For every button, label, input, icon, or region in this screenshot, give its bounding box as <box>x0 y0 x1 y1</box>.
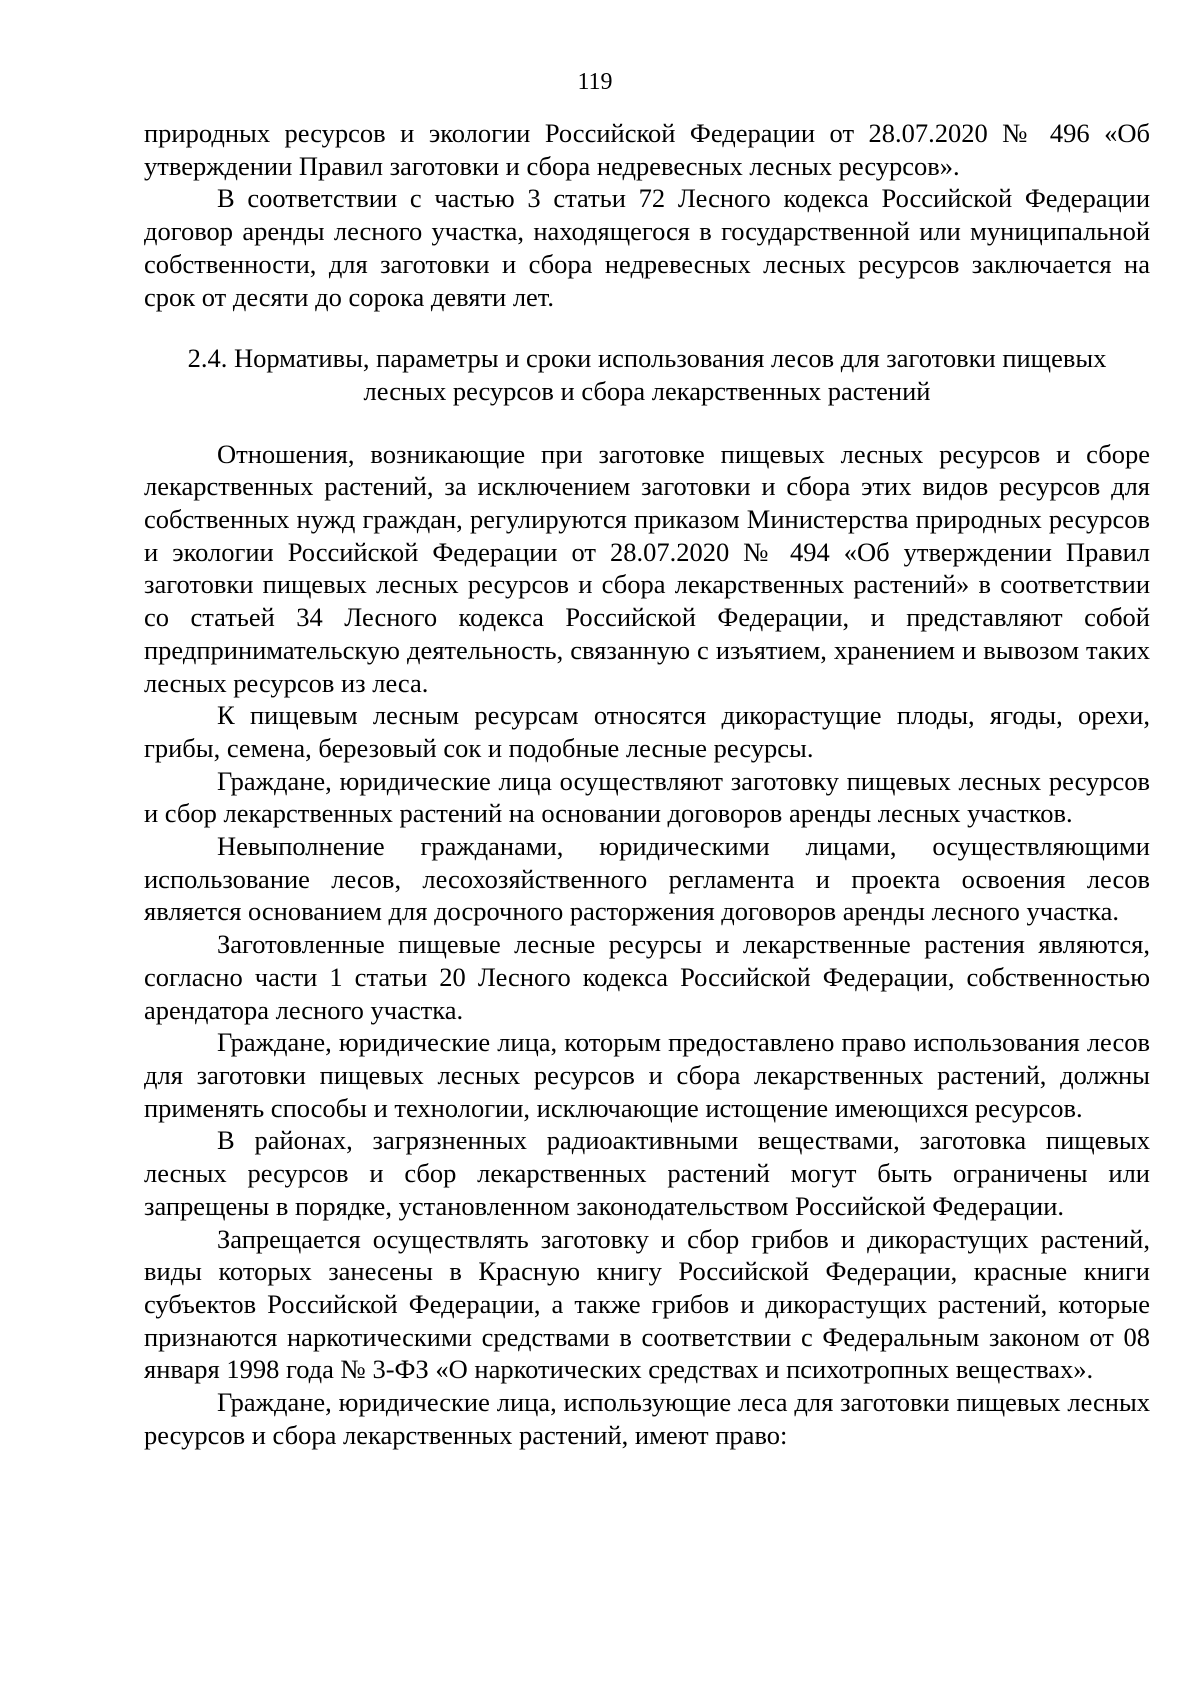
paragraph-radioactive-areas: В районах, загрязненных радиоактивными веществами, заготовка пищевых лесных ресурсов и сбор лекарственных растений могут быть ограничены или запрещены в порядке, установленном законодательством Российской Федерации. <box>144 1125 1150 1221</box>
paragraph-lease-term: В соответствии с частью 3 статьи 72 Лесного кодекса Российской Федерации договор аренды лесного участка, находящегося в государственной или муниципальной собственности, для заготовки и сбора недревесных лесных ресурсов заключается на срок от десяти до сорока девяти лет. <box>144 183 1150 312</box>
paragraph-lease-basis: Граждане, юридические лица осуществляют заготовку пищевых лесных ресурсов и сбор лекарственных растений на основании договоров аренды лесных участков. <box>144 765 1150 829</box>
paragraph-non-compliance: Невыполнение гражданами, юридическими лицами, осуществляющими использование лесов, лесохозяйственного регламента и проекта освоения лесов является основанием для досрочного расторжения договоров аренды лесного участка. <box>144 831 1150 927</box>
page-number: 119 <box>577 69 613 95</box>
paragraph-food-resources: К пищевым лесным ресурсам относятся дикорастущие плоды, ягоды, орехи, грибы, семена, березовый сок и подобные лесные ресурсы. <box>144 700 1150 763</box>
paragraph-prohibitions: Запрещается осуществлять заготовку и сбор грибов и дикорастущих растений, виды которых занесены в Красную книгу Российской Федерации, красные книги субъектов Российской Федерации, а также грибов и дикорастущих растений, которые признаются наркотическими средствами в соответствии с Федеральным законом от 08 января 1998 года № 3-ФЗ «О наркотических средствах и психотропных веществах». <box>144 1223 1150 1385</box>
paragraph-ownership: Заготовленные пищевые лесные ресурсы и лекарственные растения являются, согласно части 1 статьи 20 Лесного кодекса Российской Федерации, собственностью арендатора лесного участка. <box>144 929 1150 1025</box>
paragraph-continuation: природных ресурсов и экологии Российской Федерации от 28.07.2020 № 496 «Об утверждении Правил заготовки и сбора недревесных лесных ресурсов». <box>144 118 1150 181</box>
paragraph-rights: Граждане, юридические лица, использующие леса для заготовки пищевых лесных ресурсов и сбора лекарственных растений, имеют право: <box>144 1387 1150 1450</box>
document-body <box>144 117 1150 1451</box>
section-heading: 2.4. Нормативы, параметры и сроки использования лесов для заготовки пищевых лесных ресурсов и сбора лекарственных растений <box>187 343 1107 406</box>
paragraph-technologies: Граждане, юридические лица, которым предоставлено право использования лесов для заготовки пищевых лесных ресурсов и сбора лекарственных растений, должны применять способы и технологии, исключающие истощение имеющихся ресурсов. <box>144 1027 1150 1123</box>
paragraph-relations: Отношения, возникающие при заготовке пищевых лесных ресурсов и сборе лекарственных растений, за исключением заготовки и сбора этих видов ресурсов для собственных нужд граждан, регулируются приказом Министерства природных ресурсов и экологии Российской Федерации от 28.07.2020 № 494 «Об утверждении Правил заготовки пищевых лесных ресурсов и сбора лекарственных растений» в соответствии со статьей 34 Лесного кодекса Российской Федерации, и представляют собой предпринимательскую деятельность, связанную с изъятием, хранением и вывозом таких лесных ресурсов из леса. <box>144 438 1150 698</box>
